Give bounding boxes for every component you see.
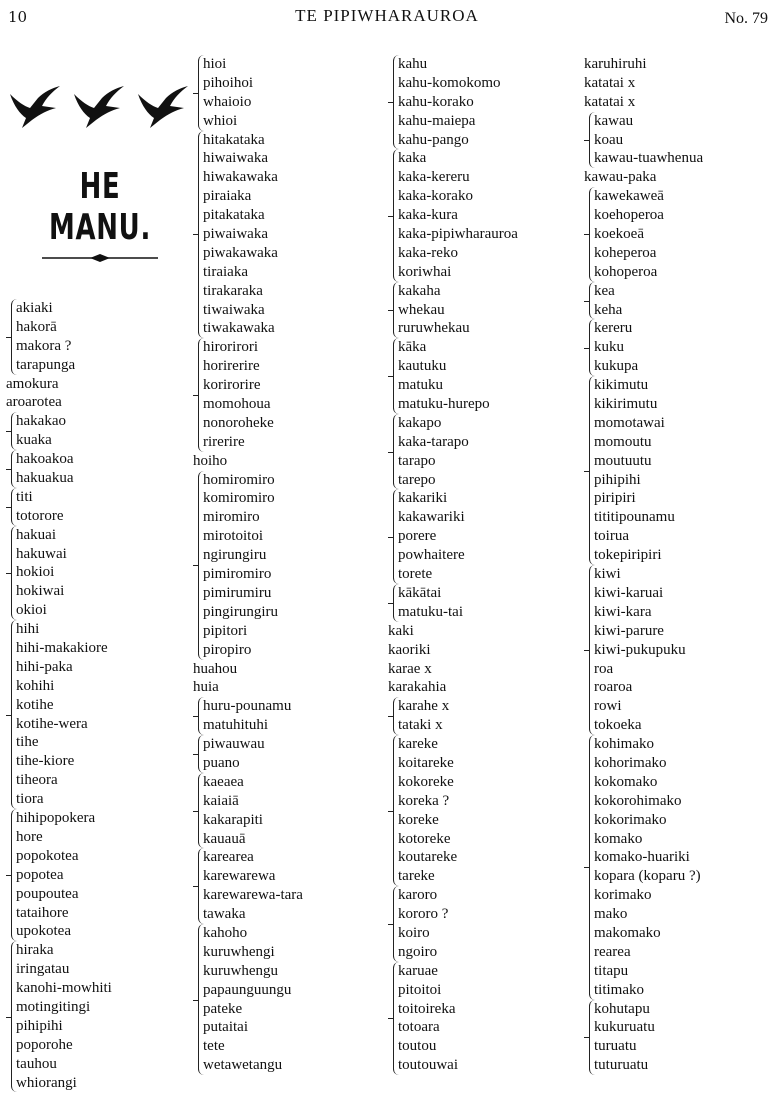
bird-name: kopara (koparu ?) <box>594 868 701 885</box>
bird-name: tawaka <box>203 906 246 923</box>
bird-name: rowi <box>594 698 622 715</box>
bird-name: katatai x <box>584 74 636 91</box>
bird-name: kaeaea <box>203 773 244 790</box>
synonym-group <box>589 1000 770 1076</box>
bird-name: toirua <box>594 528 629 545</box>
bird-name: kuruwhengi <box>203 943 275 960</box>
bird-name: tititipounamu <box>594 509 675 526</box>
bird-name: pimiromiro <box>203 566 272 583</box>
bird-name: kakarapiti <box>203 811 263 828</box>
bird-name: papaunguungu <box>203 981 292 998</box>
synonym-group <box>393 697 578 735</box>
bird-name: okioi <box>16 602 47 619</box>
bird-name: koau <box>594 131 624 148</box>
bird-name: kikimutu <box>594 377 649 394</box>
swallow-icon <box>136 84 192 128</box>
bird-name: titi <box>16 488 33 505</box>
bird-name: kakapo <box>398 414 442 431</box>
bird-list-column-2 <box>193 55 383 1075</box>
bird-name: karewarewa <box>203 868 276 885</box>
bird-name: kohorimako <box>594 754 667 771</box>
bird-name: pihoihoi <box>203 74 254 91</box>
bird-name: karahe x <box>398 698 450 715</box>
bird-name: korimako <box>594 887 652 904</box>
bird-name: makora ? <box>16 337 72 354</box>
bird-name: kakaha <box>398 282 441 299</box>
bird-name: kuku <box>594 339 624 356</box>
bird-name: amokura <box>6 375 59 392</box>
bird-name: kaka-tarapo <box>398 433 469 450</box>
bird-name: komako-huariki <box>594 849 690 866</box>
bird-name: matuku <box>398 377 443 394</box>
bird-name: momotawai <box>594 414 665 431</box>
synonym-group <box>589 735 770 999</box>
bird-name: hakuai <box>16 526 56 543</box>
bird-name: koheperoa <box>594 244 657 261</box>
bird-name: tiheora <box>16 772 58 789</box>
bird-name: poupoutea <box>16 885 79 902</box>
bird-name: hoiho <box>193 452 228 469</box>
bird-name: tihe-kiore <box>16 753 75 770</box>
bird-name: hiwakawaka <box>203 169 278 186</box>
bird-name: koitareke <box>398 754 454 771</box>
bird-name: tareke <box>398 868 435 885</box>
bird-name: mako <box>594 906 628 923</box>
bird-name: moutuutu <box>594 452 652 469</box>
bird-name: karae x <box>388 660 432 677</box>
synonym-group <box>198 131 383 339</box>
bird-name: tiwakawaka <box>203 320 275 337</box>
bird-name: komako <box>594 830 643 847</box>
bird-name: kāka <box>398 339 427 356</box>
bird-name: matuhituhi <box>203 717 268 734</box>
bird-name: whioi <box>203 112 238 129</box>
bird-name: kaka-reko <box>398 244 458 261</box>
bird-name: popotea <box>16 866 64 883</box>
bird-name: nonoroheke <box>203 414 274 431</box>
bird-name: kautuku <box>398 358 447 375</box>
bird-name: hihi <box>16 621 40 638</box>
bird-name: rearea <box>594 943 631 960</box>
synonym-group <box>198 338 383 451</box>
bird-name: tataihore <box>16 904 69 921</box>
bird-name: kukuruatu <box>594 1019 655 1036</box>
bird-name: tarapunga <box>16 356 76 373</box>
bird-name: tataki x <box>398 717 443 734</box>
bird-name: kokomako <box>594 773 658 790</box>
bird-name: kikirimutu <box>594 396 658 413</box>
bird-name: matuku-hurepo <box>398 396 490 413</box>
issue-number: No. 79 <box>724 10 768 27</box>
bird-name: kaka-kereru <box>398 169 470 186</box>
bird-name: hore <box>16 828 43 845</box>
bird-name: kawau-paka <box>584 169 657 186</box>
bird-name: kauauā <box>203 830 246 847</box>
bird-name: kaka-kura <box>398 207 458 224</box>
bird-name: kohoperoa <box>594 263 658 280</box>
bird-name: kanohi-mowhiti <box>16 980 112 997</box>
bird-name: pimirumiru <box>203 584 272 601</box>
bird-name: kiwi-parure <box>594 622 664 639</box>
bird-name: kaoriki <box>388 641 431 658</box>
bird-name: kaka-pipiwharauroa <box>398 226 518 243</box>
bird-name: wetawetangu <box>203 1057 283 1074</box>
bird-name: piripiri <box>594 490 636 507</box>
synonym-group <box>11 809 190 941</box>
bird-name: kawau-tuawhenua <box>594 150 704 167</box>
bird-list-column-4 <box>584 55 770 1075</box>
bird-name: hokiwai <box>16 583 65 600</box>
bird-name: kiwi-karuai <box>594 584 664 601</box>
bird-name: momoutu <box>594 433 652 450</box>
bird-name: kakawariki <box>398 509 465 526</box>
synonym-group <box>198 924 383 1075</box>
bird-name: matuku-tai <box>398 603 463 620</box>
bird-name: kahoho <box>203 924 248 941</box>
bird-name: kahu-maiepa <box>398 112 476 129</box>
bird-name: ngoiro <box>398 943 438 960</box>
bird-name: karoro <box>398 887 438 904</box>
bird-name: koutareke <box>398 849 458 866</box>
bird-name: keha <box>594 301 623 318</box>
bird-name: makomako <box>594 924 661 941</box>
bird-name: roa <box>594 660 614 677</box>
bird-name: kiwi-pukupuku <box>594 641 686 658</box>
page-header <box>0 6 774 30</box>
bird-name: rirerire <box>203 433 245 450</box>
bird-name: kohimako <box>594 736 654 753</box>
bird-name: hihi-paka <box>16 658 73 675</box>
bird-name: karuae <box>398 962 438 979</box>
bird-name: akiaki <box>16 300 53 316</box>
bird-name: toitoireka <box>398 1000 456 1017</box>
bird-name: kiwi <box>594 566 621 583</box>
bird-name: torete <box>398 566 433 583</box>
bird-name: kereru <box>594 320 633 337</box>
bird-name: powhaitere <box>398 547 465 564</box>
bird-list-column-3 <box>388 55 578 1075</box>
bird-name: tiwaiwaka <box>203 301 265 318</box>
bird-name: roaroa <box>594 679 633 696</box>
bird-name: titimako <box>594 981 644 998</box>
bird-name: hiraka <box>16 942 54 959</box>
synonym-group <box>11 412 190 450</box>
synonym-group <box>589 319 770 376</box>
bird-name: korirorire <box>203 377 261 394</box>
bird-name: kea <box>594 282 615 299</box>
synonym-group <box>11 941 190 1092</box>
bird-name: kuaka <box>16 432 52 449</box>
synonym-group <box>393 338 578 414</box>
synonym-group <box>11 450 190 488</box>
bird-name: pitoitoi <box>398 981 442 998</box>
synonym-group <box>198 471 383 660</box>
bird-name: aroarotea <box>6 394 62 411</box>
bird-name: putaitai <box>203 1019 248 1036</box>
bird-name: iringatau <box>16 961 70 978</box>
bird-name: upokotea <box>16 923 71 940</box>
bird-name: kororo ? <box>398 906 449 923</box>
synonym-group <box>393 149 578 281</box>
bird-name: piraiaka <box>203 188 252 205</box>
synonym-group <box>198 735 383 773</box>
bird-name: hakuakua <box>16 470 74 487</box>
bird-name: kaki <box>388 622 414 639</box>
synonym-group <box>589 112 770 169</box>
bird-name: whiorangi <box>16 1074 77 1091</box>
bird-name: pihipihi <box>594 471 641 488</box>
bird-name: koriwhai <box>398 263 452 280</box>
bird-name: hioi <box>203 56 227 72</box>
bird-name: totoara <box>398 1019 440 1036</box>
bird-name: kahu <box>398 56 428 72</box>
bird-name: hakakao <box>16 413 66 430</box>
bird-name: kohihi <box>16 677 55 694</box>
bird-name: huahou <box>193 660 238 677</box>
bird-name: turuatu <box>594 1038 637 1055</box>
bird-name: hokioi <box>16 564 55 581</box>
bird-name: hihi-makakiore <box>16 640 108 657</box>
bird-name: tirakaraka <box>203 282 263 299</box>
bird-name: koiro <box>398 924 430 941</box>
divider-ornament <box>40 251 160 265</box>
bird-name: ngirungiru <box>203 547 267 564</box>
bird-name: kotihe <box>16 696 54 713</box>
bird-name: kawekaweā <box>594 188 664 205</box>
synonym-group <box>11 620 190 809</box>
bird-name: karearea <box>203 849 254 866</box>
bird-name: puano <box>203 754 240 771</box>
bird-name: kākātai <box>398 584 442 601</box>
bird-name: kaiaiā <box>203 792 239 809</box>
synonym-group <box>11 526 190 620</box>
bird-name: kaka <box>398 150 427 167</box>
synonym-group <box>198 773 383 849</box>
bird-name: koekoeā <box>594 226 644 243</box>
bird-name: tarapo <box>398 452 436 469</box>
synonym-group <box>393 584 578 622</box>
bird-name: hakuwai <box>16 545 67 562</box>
bird-name: piropiro <box>203 641 252 658</box>
bird-list-column-1 <box>6 299 190 1092</box>
bird-name: koreka ? <box>398 792 450 809</box>
bird-name: katatai x <box>584 93 636 110</box>
bird-name: tihe <box>16 734 39 751</box>
synonym-group <box>198 697 383 735</box>
bird-name: tauhou <box>16 1055 57 1072</box>
bird-name: komiromiro <box>203 490 275 507</box>
bird-name: totorore <box>16 507 64 524</box>
bird-name: piwakawaka <box>203 244 278 261</box>
synonym-group <box>11 299 190 375</box>
bird-name: tete <box>203 1038 225 1055</box>
swallow-ornament <box>8 84 194 128</box>
bird-name: hirorirori <box>203 339 258 356</box>
bird-name: hakorā <box>16 318 57 335</box>
bird-name: pihipihi <box>16 1017 63 1034</box>
synonym-group <box>11 488 190 526</box>
bird-name: tokepiripiri <box>594 547 662 564</box>
bird-name: kawau <box>594 112 634 129</box>
bird-name: tarepo <box>398 471 436 488</box>
bird-name: kokorohimako <box>594 792 682 809</box>
bird-name: tuturuatu <box>594 1057 649 1074</box>
bird-name: popokotea <box>16 847 79 864</box>
bird-name: kaka-korako <box>398 188 473 205</box>
bird-name: kokorimako <box>594 811 667 828</box>
bird-name: mirotoitoi <box>203 528 263 545</box>
bird-name: hiwaiwaka <box>203 150 268 167</box>
bird-name: kahu-komokomo <box>398 74 501 91</box>
bird-name: kareke <box>398 736 438 753</box>
running-title: TE PIPIWHARAUROA <box>295 6 479 25</box>
bird-name: karuhiruhi <box>584 56 647 72</box>
bird-name: koehoperoa <box>594 207 664 224</box>
bird-name: kahu-korako <box>398 93 474 110</box>
page-number: 10 <box>8 8 28 26</box>
bird-name: pateke <box>203 1000 243 1017</box>
bird-name: pitakataka <box>203 207 265 224</box>
synonym-group <box>198 55 383 131</box>
synonym-group <box>393 55 578 149</box>
bird-name: tokoeka <box>594 717 642 734</box>
bird-name: toutou <box>398 1038 437 1055</box>
bird-name: miromiro <box>203 509 260 526</box>
bird-name: piwaiwaka <box>203 226 268 243</box>
bird-name: hihipopokera <box>16 810 96 827</box>
bird-name: hakoakoa <box>16 451 74 468</box>
bird-name: kokoreke <box>398 773 454 790</box>
bird-name: kuruwhengu <box>203 962 278 979</box>
bird-name: titapu <box>594 962 629 979</box>
bird-name: whekau <box>398 301 445 318</box>
bird-name: karewarewa-tara <box>203 887 303 904</box>
swallow-icon <box>8 84 64 128</box>
bird-name: kukupa <box>594 358 639 375</box>
bird-name: kotoreke <box>398 830 451 847</box>
bird-name: huru-pounamu <box>203 698 292 715</box>
bird-name: kahu-pango <box>398 131 469 148</box>
synonym-group <box>393 489 578 583</box>
bird-name: hitakataka <box>203 131 265 148</box>
synonym-group <box>393 962 578 1075</box>
bird-name: pingirungiru <box>203 603 278 620</box>
synonym-group <box>589 282 770 320</box>
bird-name: tiraiaka <box>203 263 248 280</box>
synonym-group <box>393 735 578 886</box>
bird-name: piwauwau <box>203 736 265 753</box>
bird-name: whaioio <box>203 93 252 110</box>
bird-name: momohoua <box>203 396 271 413</box>
bird-name: horirerire <box>203 358 260 375</box>
synonym-group <box>393 886 578 962</box>
swallow-icon <box>72 84 128 128</box>
synonym-group <box>393 414 578 490</box>
synonym-group <box>393 282 578 339</box>
synonym-group <box>589 376 770 565</box>
section-heading: HE MANU. <box>48 166 152 248</box>
bird-name: ruruwhekau <box>398 320 470 337</box>
bird-name: porere <box>398 528 437 545</box>
bird-name: tiora <box>16 791 44 808</box>
bird-name: motingitingi <box>16 998 91 1015</box>
bird-name: kotihe-wera <box>16 715 88 732</box>
synonym-group <box>589 187 770 281</box>
bird-name: huia <box>193 679 219 696</box>
bird-name: kakariki <box>398 490 448 507</box>
synonym-group <box>198 848 383 924</box>
bird-name: koreke <box>398 811 439 828</box>
bird-name: poporohe <box>16 1036 73 1053</box>
bird-name: pipitori <box>203 622 248 639</box>
bird-name: toutouwai <box>398 1057 458 1074</box>
bird-name: kohutapu <box>594 1000 650 1017</box>
bird-name: kiwi-kara <box>594 603 652 620</box>
bird-name: karakahia <box>388 679 447 696</box>
synonym-group <box>589 565 770 735</box>
bird-name: homiromiro <box>203 471 275 488</box>
